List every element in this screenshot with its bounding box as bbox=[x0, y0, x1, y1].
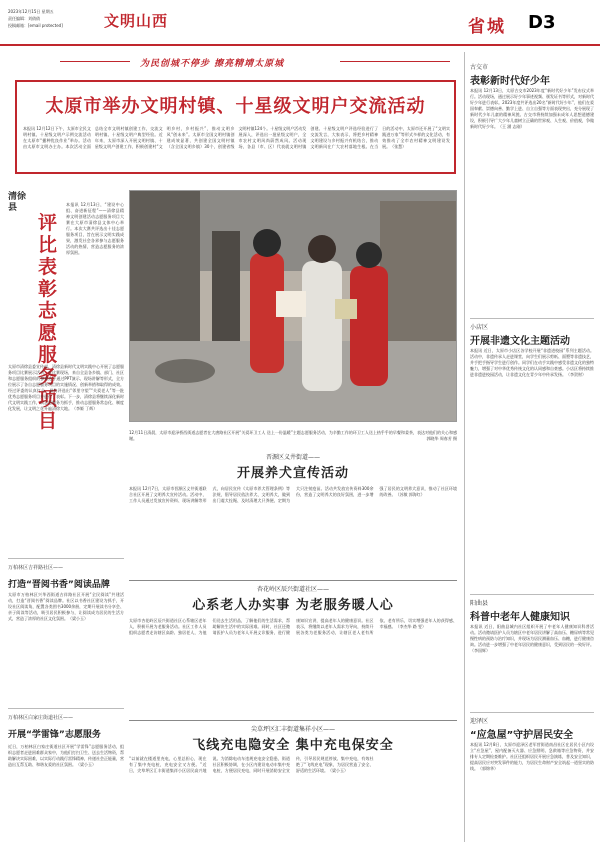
story1-kicker: 晋源区义井街道—— bbox=[265, 454, 320, 461]
wanbailin-body: 太原市万柏林区兴华西街道吉祥路社区开展“全民阅读”共建活动，打造“晋阅书香”阅读品牌。社区以书香社区建设为抓手，开设社区阅读角，配置各类图书3000余册，定期开展读书分享会、亲子阅读等活动，吸引居民积极参与，让阅读成为居民的生活方式，营造了浓厚的社区文化氛围。（梁小玉） bbox=[8, 592, 124, 621]
masthead-editor: 责任编辑：刘倩倩 bbox=[8, 16, 40, 21]
section-rule bbox=[470, 318, 594, 319]
lead-headline: 太原市举办文明村镇、十星级文明户交流活动 bbox=[45, 96, 426, 117]
section-rule bbox=[8, 558, 124, 559]
wanshi-kicker: 万柏林区白家庄街道社区—— bbox=[8, 715, 74, 721]
right-c-kicker: 阳曲县 bbox=[470, 600, 489, 607]
section-rule bbox=[470, 712, 594, 713]
masthead bbox=[0, 0, 600, 46]
qingxu-label: 清徐县 bbox=[8, 192, 27, 213]
wanbailin-headline: 打造“晋阅书香”阅读品牌 bbox=[8, 580, 110, 590]
section-rule bbox=[8, 708, 124, 709]
story-rule bbox=[129, 580, 457, 581]
story3-kicker: 尖草坪区汇丰街道集祥小区—— bbox=[250, 726, 335, 733]
photo-caption-text: 12月11日清晨，太原市迎泽桥西街道志愿者在大唐路社区开展“关爱环卫工人 送上一份温暖”主题志愿服务活动，为辛勤工作的环卫工人送上热乎乎的早餐和姜茶，表达对他们的关心和感谢。 bbox=[129, 430, 457, 441]
story3-headline: 飞线充电隐安全 集中充电保安全 bbox=[192, 738, 394, 753]
lead-story bbox=[15, 80, 456, 174]
column-divider bbox=[464, 52, 465, 842]
right-b-kicker: 小店区 bbox=[470, 324, 489, 331]
story2-kicker: 杏花岭区辰兴街道社区—— bbox=[256, 586, 329, 593]
story1-headline: 开展养犬宣传活动 bbox=[236, 466, 349, 481]
masthead-meta bbox=[8, 8, 63, 29]
lead-body: 本报讯 12月12日下午，太原市全民文明村镇、十星级文明户示例交流活动在太原市“播种优良作业”举办。活动由太原市文明办主办。本次活动全面总结全市文明村镇创建工作，交流文明村镇、十星级文明户典型经验。近年来，太原市深入开展文明村镇、十星级文明户创建工作，积极创建村“文明乡村，乡村振兴”，推动文明乡风“创未来”。太原市全国文明村镇创建成效显著，共创建全国文明村镇（含全国文明乡镇）30个，创建省级文明村镇124个。十星级文明户活动发展深入，评选出一批星级文明户，全市农村文明风尚蔚然成风。活动现场，各县（市、区）代表就文明村镇创建、十星级文明户评选经验进行了交流发言，大家表示，将把乡村精神文明建设与乡村振兴有机结合，推动文明新风在广大农村落地生根。在当日的活动中，太原市还开展了“文明实践进万家”等形式多样的文化活动，有效推动了全市农村精神文明建设发展。（张慧） bbox=[23, 126, 450, 149]
qingxu-headline: 评比表彰志愿服务项目 bbox=[38, 212, 58, 432]
story2-headline: 心系老人办实事 为老服务暖人心 bbox=[192, 598, 394, 613]
right-b-body: 本报讯 近日，太原市小店区各学校开展“非遗进校园”系列主题活动。活动中，非遗传承人走进课堂，向学生们展示剪纸、面塑等非遗技艺，并手把手指导学生进行创作。同学们在动手实践中感受非遗文化的独特魅力，增强了对中华优秀传统文化的认同感和自豪感。小店区将持续推进非遗进校园活动，让非遗文化在青少年中传承发扬。（李贺财） bbox=[470, 348, 594, 377]
right-d-body: 本报讯 12月8日，太原市迎泽区老军营街道南昌社区在居民小区内设立“应急屋”，屋内配备灭火器、应急照明、急救箱等应急物资，并安排专人定期检查维护。社区还组织居民开展应急演练，普及安全知识，提高居民应对突发事件的能力，为居民生命财产安全筑起一道坚实的防线。（郭锦华） bbox=[470, 742, 594, 771]
slogan: 为民创城不停步 擦亮精靖太原城 bbox=[140, 59, 285, 69]
right-c-body: 本报讯 近日，阳曲县城内社区组织开展了中老年人健康知识科普活动。活动邀请医护人员为辖区中老年居民讲解了高血压、糖尿病等常见慢性病的预防与治疗知识，并现场为居民测量血压、血糖，进行健康咨询。活动进一步增强了中老年居民的健康意识，受到居民的一致好评。（李国辉） bbox=[470, 624, 594, 653]
qingxu-body: 太原市清徐县委宣传部、清徐县新时代文明实践中心开展了志愿服务项目比赛展示活动，在比赛现场，来自全县各乡镇、部门、社区和志愿服务组织的参赛选手通过PPT演示、现场讲解等形式，全方位展示了各自志愿服务项目的实施情况、创新举措和取得的成效。经过评委的认真打分，最终评选出“邻里守望”“关爱老人”等一批优秀志愿服务项目并进行了表彰。下一步，清徐县将继续深化新时代文明实践工作，以志愿服务为抓手，推动志愿服务常态化、制度化发展，让文明之花开遍清徐大地。（李姬 丁辉） bbox=[8, 364, 124, 411]
masthead-logo: 文明山西 bbox=[104, 12, 169, 30]
masthead-date: 2023年12月15日 星期五 bbox=[8, 9, 54, 14]
slogan-rule-right bbox=[340, 61, 450, 62]
wanshi-body: 近日，万柏林区白家庄街道社区开展“学雷锋”志愿服务活动，组织志愿者走进困难群众家中，为他们打扫卫生、送去生活物资，帮助解决实际困难，以实际行动践行雷锋精神，传递社会正能量，营造出互帮互助、和谐友爱的社区氛围。（梁小玉） bbox=[8, 744, 124, 767]
section-rule bbox=[470, 594, 594, 595]
masthead-email: 投稿邮箱：[email protected] bbox=[8, 23, 63, 28]
right-b-headline: 开展非遗文化主题活动 bbox=[470, 336, 570, 347]
right-c-headline: 科普中老年人健康知识 bbox=[470, 612, 570, 623]
right-d-headline: “应急屋”守护居民安全 bbox=[470, 730, 574, 741]
right-a-headline: 表彰新时代好少年 bbox=[470, 76, 550, 87]
story-rule bbox=[129, 720, 457, 721]
photo-caption bbox=[129, 430, 457, 446]
photo-credit: 郭晓华 周春芳 摄 bbox=[426, 436, 457, 441]
page-number: D3 bbox=[528, 12, 556, 33]
wanbailin-kicker: 万柏林区吉祥路社区—— bbox=[8, 565, 64, 571]
wanshi-headline: 开展“学雷锋”志愿服务 bbox=[8, 730, 101, 740]
wanbailin-heading bbox=[8, 564, 128, 591]
slogan-rule-left bbox=[60, 61, 130, 62]
story3-body: “以前就在楼道里充电，心里总担心，现在有了集中充电桩，充电安全又方便。”近日，尖草坪区汇丰街道集祥小区居民高兴地说。为消除电动车违规充电安全隐患，街道社区积极协调，在小区内建设电动车集中充电桩，方便居民充电，同时开展消防安全宣传，引导居民规范停放、集中充电，有效杜绝了“飞线充电”现象，为居民营造了安全、舒适的生活环境。（梁小玉） bbox=[129, 756, 374, 773]
right-a-kicker: 古交市 bbox=[470, 64, 489, 71]
right-d-kicker: 迎泽区 bbox=[470, 718, 489, 725]
qingxu-lead: 本报讯 12月13日，“建设中心组、奋进新征程”——清徐县精神文明创建活动志愿服务项目大赛在大原市清徐县文体中心举行。本次大赛共评选出十佳志愿服务项目，旨在展示文明实践成果，激发社会各界参与志愿服务活动的热情，营造志愿服务的浓厚氛围。 bbox=[66, 202, 124, 255]
story2-body: 太原市杏花岭区辰兴街道社区心系辖区老年人，积极开展为老服务活动。社区工作人员组织志愿者走访辖区高龄、独居老人，为他们送去生活用品，了解他们的生活需求，帮助解决生活中的实际困难。同时，社区还邀请医护人员为老年人开展义诊服务，进行健康知识宣讲，提高老年人的健康意识。社区表示，将继续以老年人需求为导向，持续开展各类为老服务活动，让辖区老人老有所依、老有所乐，切实增强老年人的获得感、幸福感。（李杰华 路 雯） bbox=[129, 618, 457, 635]
news-photo bbox=[129, 190, 457, 422]
right-a-body: 本报讯 12月13日，太原古交市2023年度“新时代好少年”发布仪式举行。活动现场，通过展示好少年事迹视频、颁发证书等形式，对新时代好少年进行表彰。2023年度共评选出20名“新时代好少年”，他们在爱国奉献、崇德向善、勤学上进、自立自强等方面表现突出，充分展现了新时代少年儿童的精神风貌。古交市将持续加强未成年人思想道德建设，积极引导广大少年儿童树立正确的世界观、人生观、价值观，争做新时代好少年。（王 涵 志刚） bbox=[470, 88, 594, 129]
photo-illustration bbox=[130, 191, 457, 422]
section-name: 省城 bbox=[468, 17, 506, 37]
wanshi-heading bbox=[8, 714, 128, 741]
story1-body: 本报讯 12月7日，太原市晋源区义井街道联合社区开展了文明养犬宣传活动。活动中，工作人员通过发放宣传资料、现场讲解等形式，向居民宣传《太原市养犬管理条例》等法规，倡导居民依法养犬、文明养犬，做到出门遛犬拴绳、及时清理犬只粪便、定期为犬只注射疫苗。活动共发放宣传资料300余份，营造了文明养犬的良好氛围，进一步增强了居民的文明养犬意识，推动了社区环境的改善。（苏敏 郭海红） bbox=[129, 486, 457, 503]
